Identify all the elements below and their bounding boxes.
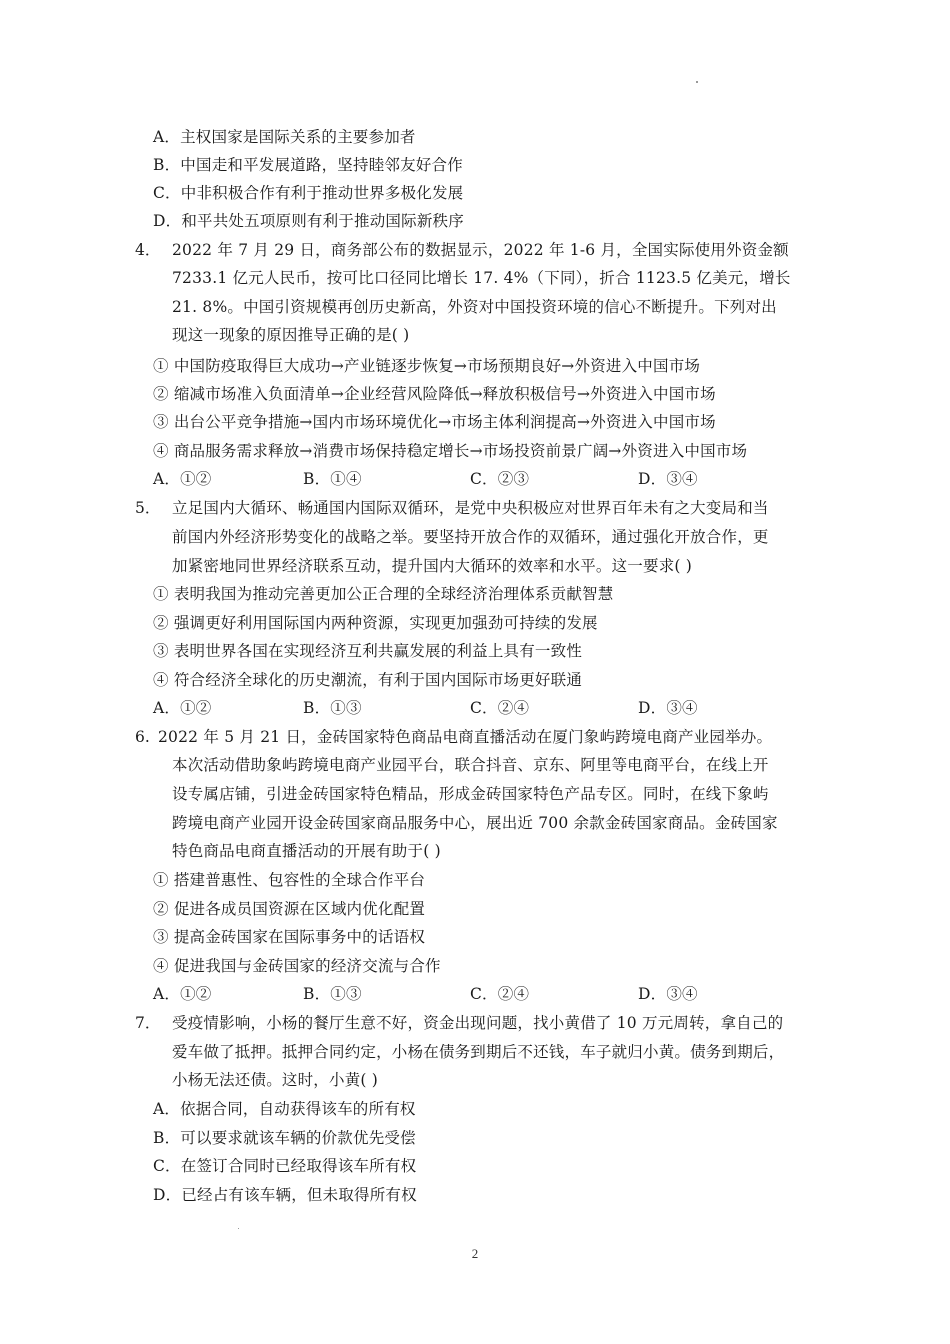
q6-choice-d: D．③④ bbox=[638, 985, 698, 1003]
q5-stem-line: 加紧密地同世界经济联系互动，提升国内大循环的效率和水平。这一要求( ) bbox=[172, 557, 693, 575]
q4-choice-c: C．②③ bbox=[470, 470, 530, 488]
q4-choice-b: B．①④ bbox=[303, 470, 362, 488]
q4-statement: ④ 商品服务需求释放→消费市场保持稳定增长→市场投资前景广阔→外资进入中国市场 bbox=[153, 442, 748, 460]
q6-statement: ① 搭建普惠性、包容性的全球合作平台 bbox=[153, 871, 426, 889]
q7-option-c: C．在签订合同时已经取得该车所有权 bbox=[153, 1157, 417, 1175]
q6-statement: ④ 促进我国与金砖国家的经济交流与合作 bbox=[153, 957, 441, 975]
header-mark bbox=[696, 81, 698, 83]
q5-choice-c: C．②④ bbox=[470, 699, 530, 717]
q5-statement: ② 强调更好利用国际国内两种资源，实现更加强劲可持续的发展 bbox=[153, 614, 598, 632]
q6-number: 6. bbox=[135, 728, 150, 746]
q5-choice-d: D．③④ bbox=[638, 699, 698, 717]
q4-choice-a: A．①② bbox=[153, 470, 212, 488]
q3-option-b: B．中国走和平发展道路，坚持睦邻友好合作 bbox=[153, 156, 463, 174]
q4-statement: ② 缩减市场准入负面清单→企业经营风险降低→释放积极信号→外资进入中国市场 bbox=[153, 385, 716, 403]
q4-stem-line: 2022 年 7 月 29 日，商务部公布的数据显示，2022 年 1-6 月，全国实际使用外资金额 bbox=[172, 241, 789, 259]
q6-stem-line: 跨境电商产业园开设金砖国家商品服务中心，展出近 700 余款金砖国家商品。金砖国家 bbox=[172, 814, 778, 832]
q4-stem-line: 现这一现象的原因推导正确的是( ) bbox=[172, 326, 410, 344]
q4-statement: ③ 出台公平竞争措施→国内市场环境优化→市场主体利润提高→外资进入中国市场 bbox=[153, 413, 716, 431]
q4-statement: ① 中国防疫取得巨大成功→产业链逐步恢复→市场预期良好→外资进入中国市场 bbox=[153, 357, 701, 375]
footer-mark bbox=[238, 1228, 239, 1229]
q6-stem-line: 本次活动借助象屿跨境电商产业园平台，联合抖音、京东、阿里等电商平台，在线上开 bbox=[172, 756, 769, 774]
q6-statement: ② 促进各成员国资源在区域内优化配置 bbox=[153, 900, 426, 918]
q7-stem-line: 受疫情影响，小杨的餐厅生意不好，资金出现问题，找小黄借了 10 万元周转，拿自己的 bbox=[172, 1014, 784, 1032]
q5-statement: ④ 符合经济全球化的历史潮流，有利于国内国际市场更好联通 bbox=[153, 671, 583, 689]
q5-number: 5． bbox=[135, 499, 161, 517]
q6-stem-line: 特色商品电商直播活动的开展有助于( ) bbox=[172, 842, 441, 860]
q5-choice-b: B．①③ bbox=[303, 699, 362, 717]
q7-option-b: B．可以要求就该车辆的价款优先受偿 bbox=[153, 1129, 416, 1147]
q7-stem-line: 小杨无法还债。这时，小黄( ) bbox=[172, 1071, 379, 1089]
q5-stem-line: 立足国内大循环、畅通国内国际双循环，是党中央积极应对世界百年未有之大变局和当 bbox=[172, 499, 769, 517]
q6-stem-line: 设专属店铺，引进金砖国家特色精品，形成金砖国家特色产品专区。同时，在线下象屿 bbox=[172, 785, 769, 803]
q4-stem-line: 21. 8%。中国引资规模再创历史新高，外资对中国投资环境的信心不断提升。下列对出 bbox=[172, 298, 777, 316]
q5-statement: ① 表明我国为推动完善更加公正合理的全球经济治理体系贡献智慧 bbox=[153, 585, 614, 603]
q4-stem-line: 7233.1 亿元人民币，按可比口径同比增长 17. 4%（下同），折合 1123.5 亿美元，增长 bbox=[172, 269, 791, 287]
q7-number: 7． bbox=[135, 1014, 161, 1032]
q5-statement: ③ 表明世界各国在实现经济互利共赢发展的利益上具有一致性 bbox=[153, 642, 583, 660]
q6-choice-b: B．①③ bbox=[303, 985, 362, 1003]
q3-option-a: A．主权国家是国际关系的主要参加者 bbox=[153, 128, 416, 146]
q3-option-c: C．中非积极合作有利于推动世界多极化发展 bbox=[153, 184, 464, 202]
q7-stem-line: 爱车做了抵押。抵押合同约定，小杨在债务到期后不还钱，车子就归小黄。债务到期后， bbox=[172, 1043, 785, 1061]
q6-stem-line: 2022 年 5 月 21 日，金砖国家特色商品电商直播活动在厦门象屿跨境电商产业园举办。 bbox=[158, 728, 773, 746]
q7-option-d: D．已经占有该车辆，但未取得所有权 bbox=[153, 1186, 417, 1204]
q6-statement: ③ 提高金砖国家在国际事务中的话语权 bbox=[153, 928, 426, 946]
q4-choice-d: D．③④ bbox=[638, 470, 698, 488]
q6-choice-a: A．①② bbox=[153, 985, 212, 1003]
q4-number: 4． bbox=[135, 241, 161, 259]
page-number: 2 bbox=[471, 1246, 479, 1261]
q6-choice-c: C．②④ bbox=[470, 985, 530, 1003]
q5-choice-a: A．①② bbox=[153, 699, 212, 717]
q3-option-d: D．和平共处五项原则有利于推动国际新秩序 bbox=[153, 212, 464, 230]
q7-option-a: A．依据合同，自动获得该车的所有权 bbox=[153, 1100, 416, 1118]
q5-stem-line: 前国内外经济形势变化的战略之举。要坚持开放合作的双循环，通过强化开放合作，更 bbox=[172, 528, 769, 546]
